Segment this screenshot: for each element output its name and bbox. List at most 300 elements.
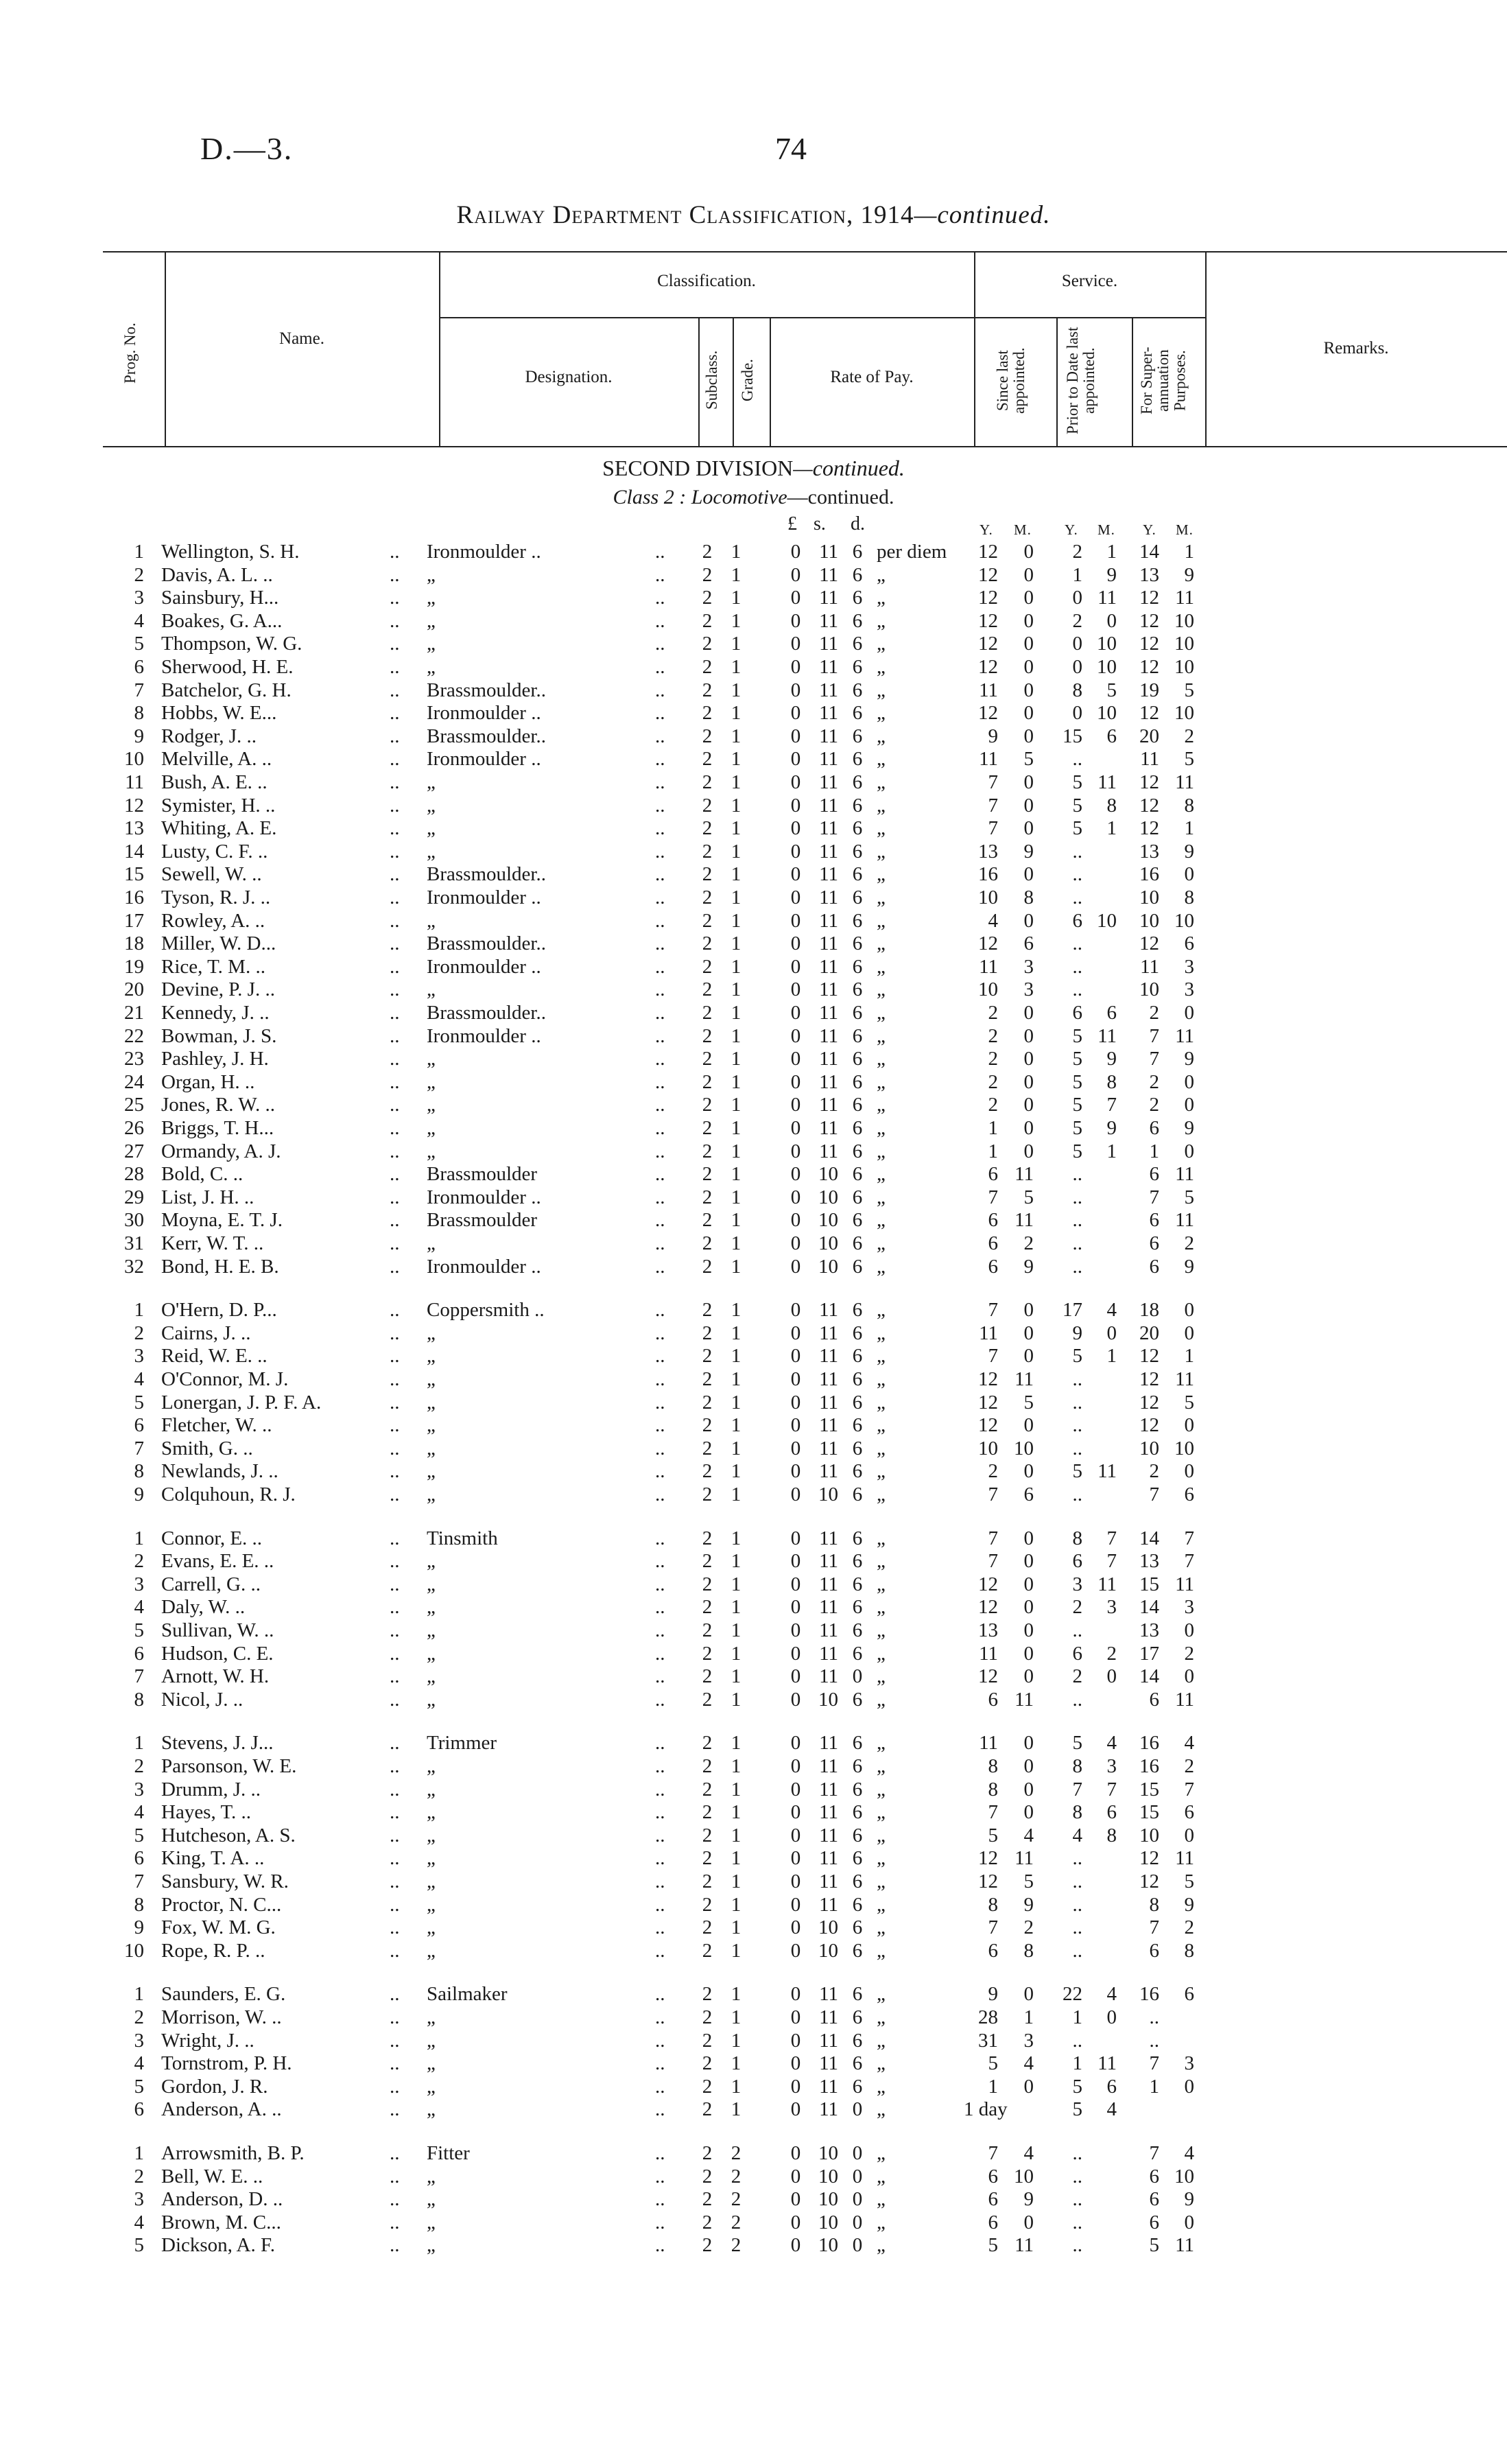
grade: 2 bbox=[731, 2142, 741, 2164]
prior-months: 0 bbox=[1106, 1322, 1117, 1344]
pay-period: „ bbox=[877, 1024, 886, 1047]
since-months: 10 bbox=[1014, 1437, 1034, 1459]
pay-period: „ bbox=[877, 1163, 886, 1186]
grade: 1 bbox=[731, 887, 741, 908]
subclass: 2 bbox=[702, 1345, 713, 1368]
table-row bbox=[0, 610, 1507, 633]
subclass: 2 bbox=[702, 932, 713, 955]
subclass: 2 bbox=[702, 1232, 713, 1254]
designation: „ bbox=[427, 2211, 436, 2233]
leader-dots: .. bbox=[655, 1232, 665, 1254]
pay-period: „ bbox=[877, 1414, 886, 1437]
pay-period: „ bbox=[877, 1483, 886, 1505]
prior-years: 5 bbox=[1072, 1048, 1082, 1070]
prior-months: 6 bbox=[1106, 725, 1117, 747]
grade: 1 bbox=[731, 2006, 741, 2028]
pence: 6 bbox=[852, 541, 863, 563]
super-months: 9 bbox=[1184, 1255, 1194, 1278]
prog-no: 6 bbox=[134, 656, 144, 678]
leader-dots: .. bbox=[655, 1801, 665, 1824]
subclass: 2 bbox=[702, 2075, 713, 2098]
name: O'Hern, D. P... bbox=[161, 1299, 277, 1322]
prog-no: 8 bbox=[134, 1688, 144, 1711]
leader-dots: .. bbox=[390, 679, 400, 701]
pay-period: „ bbox=[877, 1527, 886, 1549]
name: Lonergan, J. P. F. A. bbox=[161, 1391, 322, 1413]
subclass: 2 bbox=[702, 563, 713, 586]
class-continued: —continued. bbox=[787, 486, 894, 508]
name: Thompson, W. G. bbox=[161, 633, 302, 655]
super-years: 7 bbox=[1149, 1024, 1159, 1047]
pounds: 0 bbox=[790, 2211, 801, 2233]
pounds: 0 bbox=[790, 587, 801, 609]
leader-dots: .. bbox=[390, 1483, 400, 1505]
since-years: 1 bbox=[988, 1140, 998, 1162]
designation: „ bbox=[427, 656, 436, 678]
leader-dots: .. bbox=[390, 1916, 400, 1939]
subclass: 2 bbox=[702, 840, 713, 863]
name: Dickson, A. F. bbox=[161, 2234, 276, 2257]
grade: 1 bbox=[731, 702, 741, 725]
prog-no: 5 bbox=[134, 2075, 144, 2098]
pence: 6 bbox=[852, 794, 863, 817]
leader-dots: .. bbox=[655, 1002, 665, 1024]
name: Cairns, J. .. bbox=[161, 1322, 251, 1344]
pay-period: „ bbox=[877, 771, 886, 793]
designation: Tinsmith bbox=[427, 1527, 498, 1549]
prog-no: 7 bbox=[134, 1870, 144, 1892]
leader-dots: .. bbox=[655, 563, 665, 586]
prior-years: 15 bbox=[1063, 725, 1082, 747]
super-months: 4 bbox=[1184, 1732, 1194, 1755]
super-years: 10 bbox=[1139, 1824, 1159, 1846]
name: Arnott, W. H. bbox=[161, 1665, 270, 1688]
pence: 6 bbox=[852, 1209, 863, 1232]
pence: 6 bbox=[852, 1299, 863, 1322]
document-reference: D.—3. bbox=[200, 131, 294, 166]
super-months: 7 bbox=[1184, 1550, 1194, 1573]
leader-dots: .. bbox=[390, 702, 400, 725]
prior-years: 0 bbox=[1072, 656, 1082, 678]
since-years: 12 bbox=[978, 1596, 998, 1619]
subclass: 2 bbox=[702, 1527, 713, 1549]
grade: 1 bbox=[731, 1460, 741, 1483]
table-row bbox=[0, 541, 1507, 563]
pounds: 0 bbox=[790, 1778, 801, 1800]
leader-dots: .. bbox=[655, 1163, 665, 1186]
table-row bbox=[0, 1940, 1507, 1962]
leader-dots: .. bbox=[655, 2211, 665, 2233]
leader-dots: .. bbox=[655, 1755, 665, 1777]
header-divider-1 bbox=[165, 251, 166, 446]
leader-dots: .. bbox=[390, 1460, 400, 1483]
super-months: 11 bbox=[1175, 1209, 1194, 1232]
pounds: 0 bbox=[790, 2006, 801, 2028]
since-years: 6 bbox=[988, 1232, 998, 1254]
shillings: 11 bbox=[819, 1299, 838, 1322]
pounds: 0 bbox=[790, 2075, 801, 2098]
leader-dots: .. bbox=[655, 1048, 665, 1070]
shillings: 11 bbox=[819, 817, 838, 840]
table-row bbox=[0, 1322, 1507, 1345]
since-years: 2 bbox=[988, 1048, 998, 1070]
shillings: 11 bbox=[819, 1870, 838, 1892]
since-years: 1 day bbox=[964, 2098, 1008, 2121]
super-years: 12 bbox=[1139, 656, 1159, 678]
pay-period: „ bbox=[877, 1688, 886, 1711]
grade: 1 bbox=[731, 1916, 741, 1939]
pay-period: „ bbox=[877, 1048, 886, 1070]
leader-dots: .. bbox=[390, 1847, 400, 1870]
since-years: 12 bbox=[978, 1847, 998, 1870]
leader-dots: .. bbox=[655, 656, 665, 678]
pay-period: „ bbox=[877, 1117, 886, 1139]
pay-period: „ bbox=[877, 587, 886, 609]
leader-dots: .. bbox=[655, 1916, 665, 1939]
prog-no: 5 bbox=[134, 1391, 144, 1413]
pay-period: „ bbox=[877, 1596, 886, 1619]
table-row bbox=[0, 725, 1507, 748]
table-row bbox=[0, 1689, 1507, 1711]
subclass: 2 bbox=[702, 1732, 713, 1755]
prog-no: 7 bbox=[134, 1665, 144, 1688]
subclass: 2 bbox=[702, 1642, 713, 1665]
since-years: 11 bbox=[979, 1732, 998, 1755]
leader-dots: .. bbox=[390, 2234, 400, 2257]
since-months: 0 bbox=[1023, 702, 1034, 725]
since-months: 3 bbox=[1023, 2029, 1034, 2052]
super-months: 7 bbox=[1184, 1778, 1194, 1800]
since-months: 11 bbox=[1014, 1368, 1034, 1390]
pounds: 0 bbox=[790, 1002, 801, 1024]
shillings: 11 bbox=[819, 1117, 838, 1139]
designation: „ bbox=[427, 1550, 436, 1573]
super-months: 11 bbox=[1175, 2234, 1194, 2257]
grade: 1 bbox=[731, 1893, 741, 1916]
table-row bbox=[0, 1163, 1507, 1186]
table-row bbox=[0, 2188, 1507, 2211]
leader-dots: .. bbox=[390, 725, 400, 747]
pounds: 0 bbox=[790, 1163, 801, 1186]
designation: „ bbox=[427, 633, 436, 655]
pence: 6 bbox=[852, 1983, 863, 2006]
shillings: 10 bbox=[818, 2211, 838, 2233]
super-years: 15 bbox=[1139, 1573, 1159, 1595]
prog-no: 3 bbox=[134, 1778, 144, 1800]
table-row bbox=[0, 656, 1507, 679]
since-years: 12 bbox=[978, 609, 998, 632]
super-months: 9 bbox=[1184, 1893, 1194, 1916]
super-years: 1 bbox=[1149, 1140, 1159, 1162]
since-months: 0 bbox=[1023, 1024, 1034, 1047]
since-years: 1 bbox=[988, 2075, 998, 2098]
name: Drumm, J. .. bbox=[161, 1778, 261, 1800]
grade: 1 bbox=[731, 1801, 741, 1824]
prog-no: 14 bbox=[124, 840, 144, 863]
prior-years: 8 bbox=[1072, 1755, 1082, 1777]
table-row bbox=[0, 1527, 1507, 1550]
grade: 1 bbox=[731, 1094, 741, 1116]
pay-period: „ bbox=[877, 840, 886, 863]
prior-months: 10 bbox=[1097, 702, 1117, 725]
pay-period: „ bbox=[877, 1345, 886, 1368]
pounds: 0 bbox=[790, 1801, 801, 1824]
super-years: 10 bbox=[1139, 978, 1159, 1001]
super-years: 13 bbox=[1139, 840, 1159, 863]
prog-no: 4 bbox=[134, 1801, 144, 1824]
since-years: 12 bbox=[978, 633, 998, 655]
since-years: 13 bbox=[978, 1619, 998, 1641]
name: Kennedy, J. .. bbox=[161, 1002, 270, 1024]
shillings: 11 bbox=[819, 1024, 838, 1047]
pence: 6 bbox=[852, 1619, 863, 1641]
prog-no: 11 bbox=[125, 771, 144, 793]
title-continued: —continued. bbox=[914, 201, 1051, 229]
super-years: 12 bbox=[1139, 1368, 1159, 1390]
name: Arrowsmith, B. P. bbox=[161, 2142, 305, 2164]
shillings: 11 bbox=[819, 1345, 838, 1368]
since-years: 2 bbox=[988, 1460, 998, 1483]
prior-months: 1 bbox=[1106, 541, 1117, 563]
pounds: 0 bbox=[790, 1255, 801, 1278]
prior-years: .. bbox=[1072, 1163, 1082, 1186]
shillings: 10 bbox=[818, 1209, 838, 1232]
name: Fletcher, W. .. bbox=[161, 1414, 272, 1437]
shillings: 11 bbox=[819, 1847, 838, 1870]
since-years: 11 bbox=[979, 1322, 998, 1344]
class-label: Class 2 : bbox=[613, 486, 687, 508]
prior-months: 10 bbox=[1097, 909, 1117, 932]
grade: 1 bbox=[731, 1527, 741, 1549]
since-years: 7 bbox=[988, 1299, 998, 1322]
leader-dots: .. bbox=[655, 541, 665, 563]
grade: 1 bbox=[731, 1983, 741, 2006]
since-years: 10 bbox=[978, 887, 998, 908]
super-months: 2 bbox=[1184, 725, 1194, 747]
pay-period: „ bbox=[877, 1824, 886, 1846]
shillings: 10 bbox=[818, 1483, 838, 1505]
name: Proctor, N. C... bbox=[161, 1893, 282, 1916]
shillings: 11 bbox=[819, 1665, 838, 1688]
leader-dots: .. bbox=[655, 679, 665, 701]
shillings: 11 bbox=[819, 1140, 838, 1162]
pay-period: „ bbox=[877, 887, 886, 908]
subclass: 2 bbox=[702, 1870, 713, 1892]
super-months: 11 bbox=[1175, 1688, 1194, 1711]
subclass: 2 bbox=[702, 1024, 713, 1047]
name: Sherwood, H. E. bbox=[161, 656, 294, 678]
shillings: 11 bbox=[819, 1619, 838, 1641]
table-row bbox=[0, 1025, 1507, 1048]
grade: 1 bbox=[731, 909, 741, 932]
since-last-header: Since last appointed. bbox=[994, 347, 1028, 414]
since-months: 0 bbox=[1023, 1460, 1034, 1483]
leader-dots: .. bbox=[390, 2075, 400, 2098]
super-years: 14 bbox=[1139, 1665, 1159, 1688]
pence: 6 bbox=[852, 1596, 863, 1619]
super-years: 6 bbox=[1149, 1209, 1159, 1232]
table-row bbox=[0, 1232, 1507, 1255]
page-title bbox=[0, 200, 1507, 230]
grade: 1 bbox=[731, 1437, 741, 1459]
subclass: 2 bbox=[702, 1186, 713, 1208]
since-months: 3 bbox=[1023, 955, 1034, 978]
pence: 6 bbox=[852, 679, 863, 701]
designation: „ bbox=[427, 1642, 436, 1665]
subclass: 2 bbox=[702, 1368, 713, 1390]
since-months: 0 bbox=[1023, 1070, 1034, 1093]
table-row bbox=[0, 863, 1507, 886]
pay-period: „ bbox=[877, 1778, 886, 1800]
pence: 6 bbox=[852, 1368, 863, 1390]
since-months: 0 bbox=[1023, 817, 1034, 840]
super-months: 0 bbox=[1184, 1140, 1194, 1162]
designation: „ bbox=[427, 909, 436, 932]
leader-dots: .. bbox=[390, 909, 400, 932]
shillings: 11 bbox=[819, 1550, 838, 1573]
leader-dots: .. bbox=[390, 1596, 400, 1619]
grade: 1 bbox=[731, 1024, 741, 1047]
grade: 1 bbox=[731, 725, 741, 747]
subclass: 2 bbox=[702, 1002, 713, 1024]
classification-underline bbox=[439, 317, 974, 318]
pence: 6 bbox=[852, 978, 863, 1001]
leader-dots: .. bbox=[390, 2029, 400, 2052]
table-row bbox=[0, 1368, 1507, 1391]
page-number: 74 bbox=[775, 131, 807, 166]
designation: „ bbox=[427, 1460, 436, 1483]
table-row bbox=[0, 702, 1507, 725]
super-years: .. bbox=[1149, 2006, 1159, 2028]
since-months: 0 bbox=[1023, 656, 1034, 678]
table-row bbox=[0, 2166, 1507, 2188]
table-row bbox=[0, 1414, 1507, 1437]
pay-period: „ bbox=[877, 1460, 886, 1483]
grade: 1 bbox=[731, 794, 741, 817]
prior-months: 9 bbox=[1106, 563, 1117, 586]
pay-period: „ bbox=[877, 1437, 886, 1459]
table-row bbox=[0, 1870, 1507, 1893]
table-row bbox=[0, 2076, 1507, 2098]
leader-dots: .. bbox=[655, 1847, 665, 1870]
since-years: 2 bbox=[988, 1094, 998, 1116]
pence: 6 bbox=[852, 1732, 863, 1755]
prior-years: .. bbox=[1072, 1232, 1082, 1254]
shillings: 11 bbox=[819, 955, 838, 978]
prog-no: 4 bbox=[134, 1596, 144, 1619]
prior-years: .. bbox=[1072, 1847, 1082, 1870]
name: Ormandy, A. J. bbox=[161, 1140, 281, 1162]
since-years: 28 bbox=[978, 2006, 998, 2028]
pay-period: „ bbox=[877, 656, 886, 678]
prog-no: 3 bbox=[134, 587, 144, 609]
designation: Brassmoulder.. bbox=[427, 725, 546, 747]
grade: 1 bbox=[731, 932, 741, 955]
leader-dots: .. bbox=[655, 725, 665, 747]
super-years: 12 bbox=[1139, 771, 1159, 793]
designation: „ bbox=[427, 2052, 436, 2075]
prior-years: 3 bbox=[1072, 1573, 1082, 1595]
pence: 6 bbox=[852, 1573, 863, 1595]
super-years: 15 bbox=[1139, 1801, 1159, 1824]
table-row bbox=[0, 1256, 1507, 1278]
since-years: 7 bbox=[988, 1186, 998, 1208]
table-row bbox=[0, 1779, 1507, 1801]
name: Brown, M. C... bbox=[161, 2211, 281, 2233]
grade: 1 bbox=[731, 1209, 741, 1232]
prior-years: 5 bbox=[1072, 1460, 1082, 1483]
pay-period: per diem bbox=[877, 541, 947, 563]
leader-dots: .. bbox=[655, 887, 665, 908]
table-row bbox=[0, 978, 1507, 1001]
since-years: 16 bbox=[978, 863, 998, 886]
pence: 0 bbox=[852, 2188, 863, 2211]
pounds: 0 bbox=[790, 563, 801, 586]
leader-dots: .. bbox=[390, 656, 400, 678]
super-months: 2 bbox=[1184, 1232, 1194, 1254]
grade: 2 bbox=[731, 2188, 741, 2211]
name: Rodger, J. .. bbox=[161, 725, 257, 747]
since-months: 0 bbox=[1023, 1527, 1034, 1549]
prior-months: 6 bbox=[1106, 2075, 1117, 2098]
since-years: 5 bbox=[988, 2052, 998, 2075]
prior-years: 5 bbox=[1072, 1732, 1082, 1755]
subclass: 2 bbox=[702, 1322, 713, 1344]
prog-no: 3 bbox=[134, 1573, 144, 1595]
since-months: 6 bbox=[1023, 1483, 1034, 1505]
leader-dots: .. bbox=[390, 1368, 400, 1390]
super-months: 6 bbox=[1184, 1801, 1194, 1824]
designation: „ bbox=[427, 817, 436, 840]
leader-dots: .. bbox=[655, 955, 665, 978]
name: Saunders, E. G. bbox=[161, 1983, 286, 2006]
leader-dots: .. bbox=[655, 1527, 665, 1549]
prior-years: .. bbox=[1072, 2029, 1082, 2052]
leader-dots: .. bbox=[390, 1642, 400, 1665]
pence: 6 bbox=[852, 1916, 863, 1939]
super-years: 2 bbox=[1149, 1070, 1159, 1093]
super-months: 2 bbox=[1184, 1755, 1194, 1777]
grade: 1 bbox=[731, 1002, 741, 1024]
prog-no: 9 bbox=[134, 725, 144, 747]
grade: 2 bbox=[731, 2234, 741, 2257]
pence: 6 bbox=[852, 1893, 863, 1916]
since-years: 6 bbox=[988, 1939, 998, 1962]
grade: 1 bbox=[731, 840, 741, 863]
pence: 6 bbox=[852, 771, 863, 793]
super-months: 10 bbox=[1174, 909, 1194, 932]
super-months: 10 bbox=[1174, 2165, 1194, 2187]
prior-months: 4 bbox=[1106, 1299, 1117, 1322]
designation: Ironmoulder .. bbox=[427, 748, 541, 771]
subclass: 2 bbox=[702, 2052, 713, 2075]
grade: 1 bbox=[731, 679, 741, 701]
super-years: 7 bbox=[1149, 2052, 1159, 2075]
since-years: 6 bbox=[988, 2211, 998, 2233]
prog-no: 23 bbox=[124, 1048, 144, 1070]
grade: 1 bbox=[731, 1345, 741, 1368]
prior-years: .. bbox=[1072, 2188, 1082, 2211]
pay-period: „ bbox=[877, 563, 886, 586]
prog-no: 1 bbox=[134, 541, 144, 563]
super-years: 6 bbox=[1149, 1939, 1159, 1962]
pay-period: „ bbox=[877, 2098, 886, 2121]
designation: „ bbox=[427, 1688, 436, 1711]
super-months: 10 bbox=[1174, 656, 1194, 678]
designation: „ bbox=[427, 1391, 436, 1413]
grade: 1 bbox=[731, 656, 741, 678]
since-years: 7 bbox=[988, 1916, 998, 1939]
